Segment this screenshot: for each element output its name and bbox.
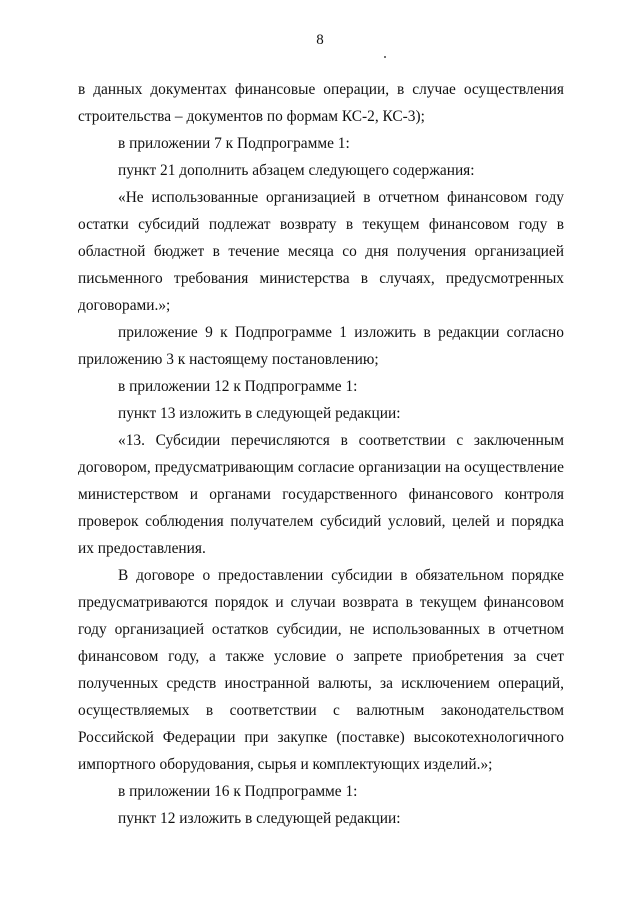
paragraph-appendix-16: в приложении 16 к Подпрограмме 1:	[118, 783, 358, 800]
paragraph-continuation: в данных документах финансовые операции, в случае осуществления строительства – документов по формам КС-2, КС-3);	[78, 81, 564, 125]
paragraph-appendix-9: приложение 9 к Подпрограмме 1 изложить в редакции согласно приложению 3 к настоящему постановлению;	[78, 324, 564, 368]
paragraph-quote-unused-subsidies: «Не использованные организацией в отчетном финансовом году остатки субсидий подлежат возврату в текущем финансовом году в областной бюджет в течение месяца со дня получения организацией письменного требования министерства в случаях, предусмотренных договорами.»;	[78, 189, 564, 314]
paragraph-quote-point-13: «13. Субсидии перечисляются в соответствии с заключенным договором, предусматривающим согласие организации на осуществление министерством и органами государственного финансового контроля проверок соблюдения получателем субсидий условий, целей и порядка их предоставления.	[78, 432, 564, 557]
paragraph-point-12: пункт 12 изложить в следующей редакции:	[118, 810, 401, 827]
paragraph-point-21: пункт 21 дополнить абзацем следующего содержания:	[118, 162, 475, 179]
document-body	[78, 76, 564, 832]
scan-speck	[384, 56, 386, 58]
page-number: 8	[316, 32, 324, 48]
paragraph-point-13: пункт 13 изложить в следующей редакции:	[118, 405, 401, 422]
paragraph-appendix-12: в приложении 12 к Подпрограмме 1:	[118, 378, 358, 395]
paragraph-appendix-7: в приложении 7 к Подпрограмме 1:	[118, 135, 350, 152]
paragraph-contract-terms: В договоре о предоставлении субсидии в обязательном порядке предусматриваются порядок и случаи возврата в текущем финансовом году организацией остатков субсидии, не использованных в отчетном финансовом году, а также условие о запрете приобретения за счет полученных средств иностранной валюты, за исключением операций, осуществляемых в соответствии с валютным законодательством Российской Федерации при закупке (поставке) высокотехнологичного импортного оборудования, сырья и комплектующих изделий.»;	[78, 567, 564, 773]
